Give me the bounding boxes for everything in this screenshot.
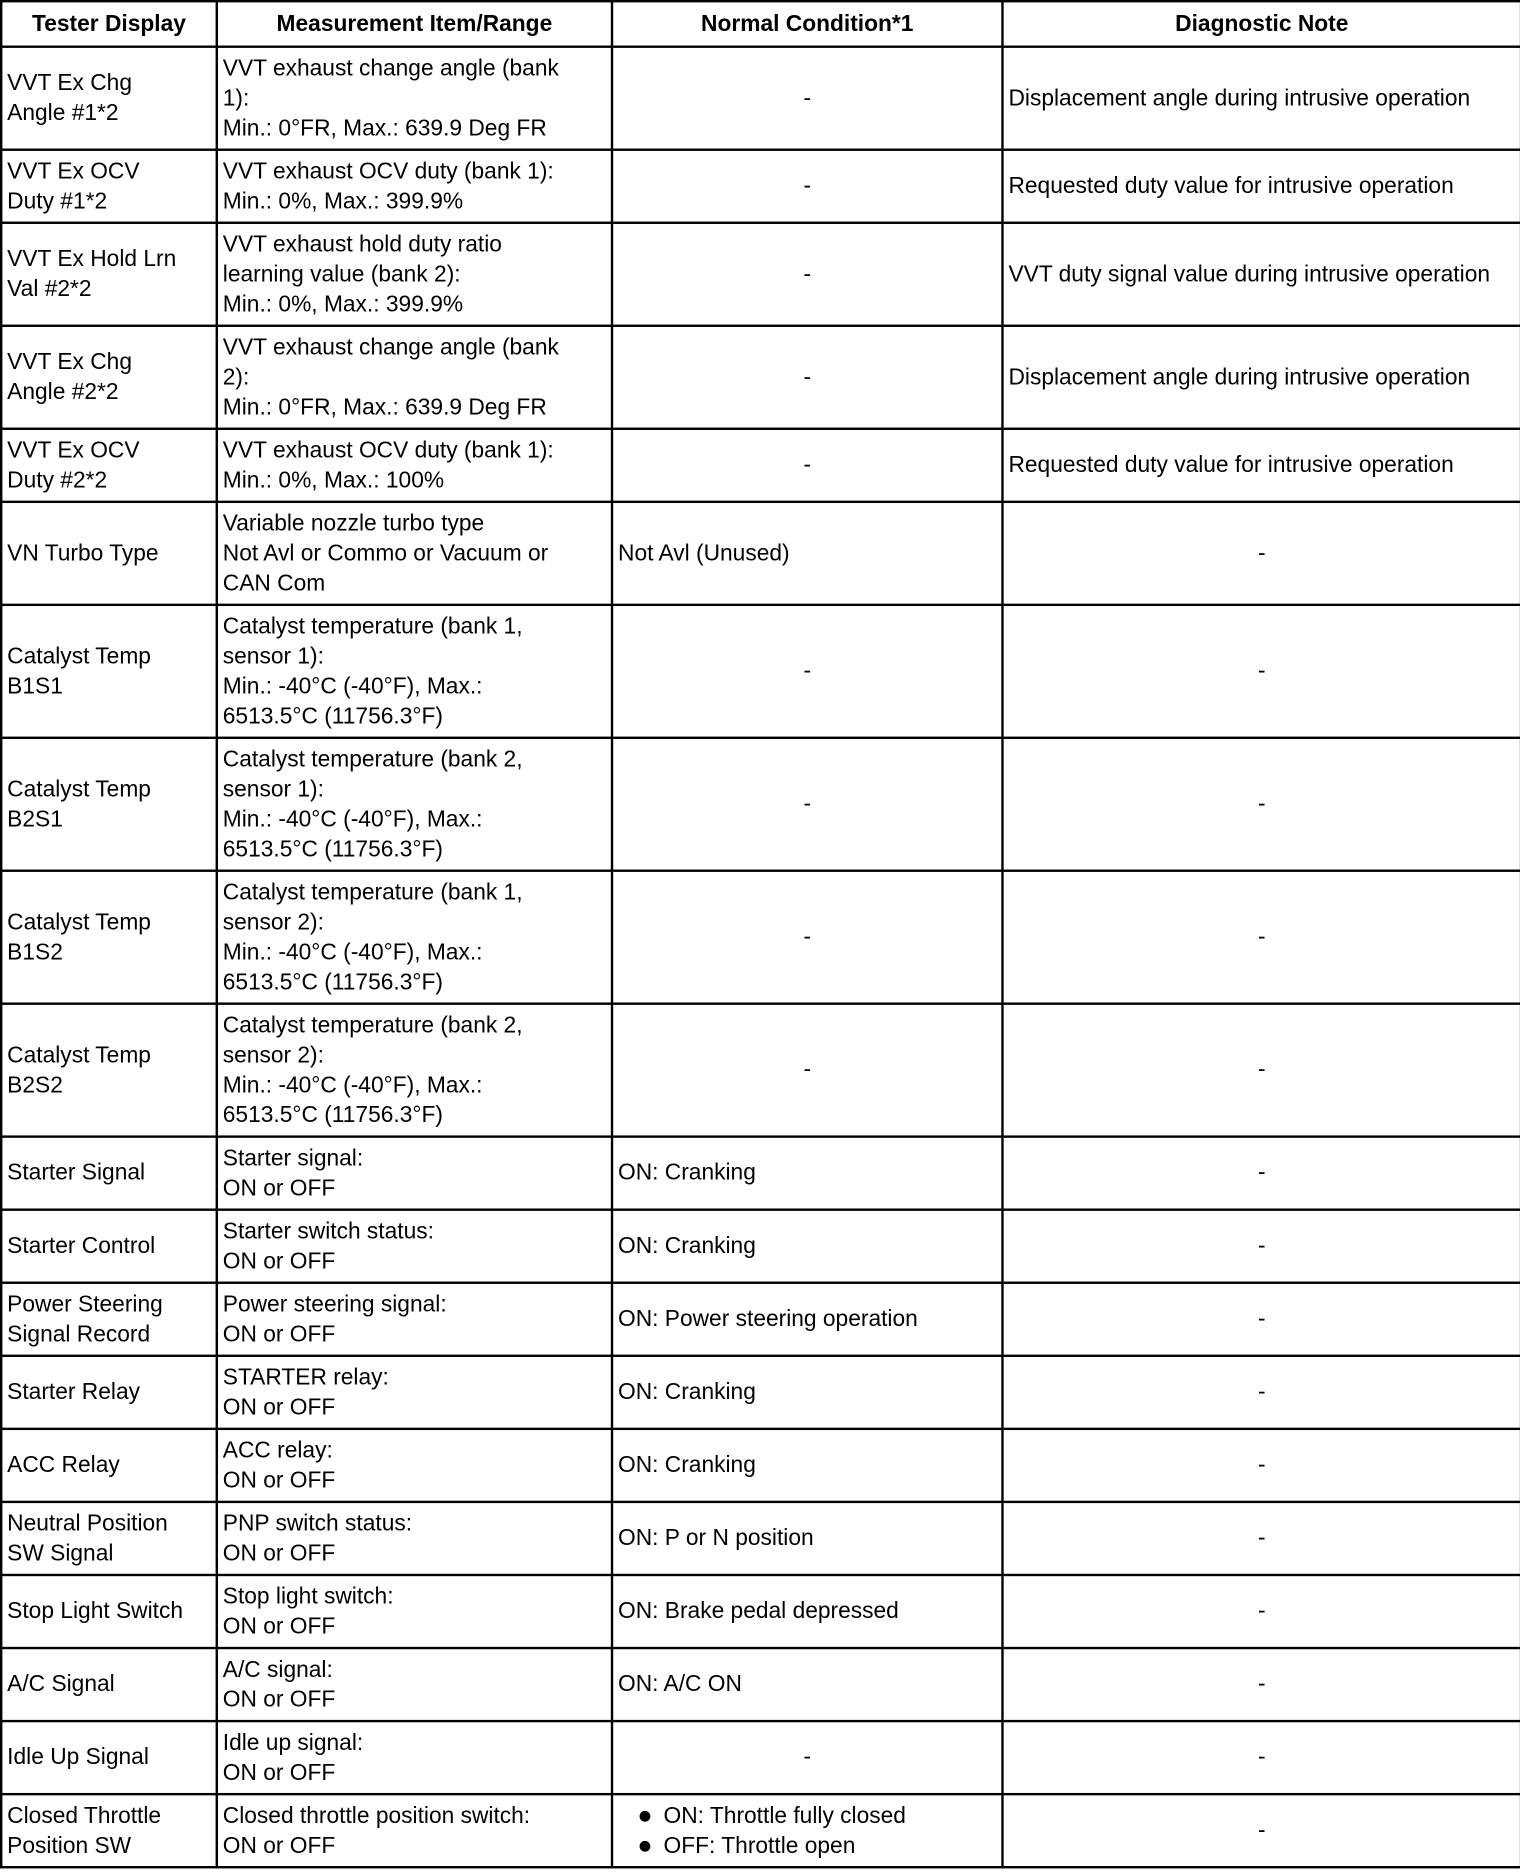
measurement-item-line: sensor 1):: [222, 776, 324, 802]
diagnostic-note-cell: -: [1002, 1004, 1520, 1137]
tester-display-cell: [1, 1721, 217, 1794]
tester-display-cell: [1, 326, 217, 429]
diagnostic-note-cell: Requested duty value for intrusive operation: [1002, 429, 1520, 502]
measurement-item-cell: [217, 47, 612, 150]
tester-display-line: Power Steering: [7, 1291, 163, 1317]
diagnostic-note-cell: -: [1002, 1429, 1520, 1502]
measurement-item-cell: [217, 1721, 612, 1794]
measurement-item-line: STARTER relay:: [222, 1364, 389, 1390]
measurement-item-line: 1):: [222, 85, 250, 111]
table-row: [1, 1004, 1520, 1137]
measurement-item-cell: [217, 1648, 612, 1721]
header-measurement-item: Measurement Item/Range: [217, 1, 612, 47]
measurement-item-cell: [217, 605, 612, 738]
table-row: [1, 1575, 1520, 1648]
header-tester-display: Tester Display: [1, 1, 217, 47]
tester-display-cell: [1, 429, 217, 502]
diagnostic-note-cell: -: [1002, 1356, 1520, 1429]
tester-display-line: Val #2*2: [7, 276, 92, 302]
diagnostic-note-cell: -: [1002, 1137, 1520, 1210]
measurement-item-line: Variable nozzle turbo type: [222, 510, 485, 536]
table-row: [1, 1721, 1520, 1794]
tester-display-line: Angle #2*2: [7, 379, 119, 405]
normal-condition-cell: -: [612, 871, 1002, 1004]
tester-display-cell: [1, 1283, 217, 1356]
measurement-item-line: Min.: 0°FR, Max.: 639.9 Deg FR: [222, 115, 547, 141]
diagnostic-note-cell: -: [1002, 1721, 1520, 1794]
normal-condition-cell: -: [612, 738, 1002, 871]
measurement-item-line: ON or OFF: [222, 1613, 336, 1640]
table-row: [1, 1794, 1520, 1867]
normal-condition-cell: -: [612, 47, 1002, 150]
measurement-item-line: Min.: -40°C (-40°F), Max.:: [222, 806, 483, 832]
tester-display-line: Idle Up Signal: [7, 1745, 149, 1771]
diagnostic-note-cell: -: [1002, 871, 1520, 1004]
table-body: [1, 47, 1520, 1868]
table-row: [1, 150, 1520, 223]
diagnostic-note-cell: -: [1002, 605, 1520, 738]
diagnostic-note-cell: -: [1002, 1283, 1520, 1356]
measurement-item-line: ON or OFF: [222, 1686, 336, 1713]
measurement-item-line: Min.: 0%, Max.: 399.9%: [222, 291, 464, 317]
tester-display-line: Starter Control: [7, 1233, 156, 1259]
diagnostic-note-cell: -: [1002, 502, 1520, 605]
tester-display-line: Catalyst Temp: [7, 776, 151, 802]
measurement-item-line: Catalyst temperature (bank 1,: [222, 613, 523, 639]
measurement-item-cell: [217, 871, 612, 1004]
tester-display-line: SW Signal: [7, 1540, 114, 1566]
table-row: [1, 1356, 1520, 1429]
normal-condition-cell: [612, 1794, 1002, 1867]
measurement-item-line: Catalyst temperature (bank 1,: [222, 879, 523, 905]
diagnostic-note-cell: VVT duty signal value during intrusive operation: [1002, 223, 1520, 326]
tester-display-line: Position SW: [7, 1833, 132, 1859]
measurement-item-line: Min.: 0°FR, Max.: 639.9 Deg FR: [222, 394, 547, 420]
diagnostic-note-cell: Requested duty value for intrusive operation: [1002, 150, 1520, 223]
measurement-item-line: Min.: 0%, Max.: 399.9%: [222, 188, 464, 214]
tester-display-cell: [1, 223, 217, 326]
diagnostic-note-cell: Displacement angle during intrusive operation: [1002, 47, 1520, 150]
measurement-item-line: Power steering signal:: [222, 1291, 447, 1317]
measurement-item-line: A/C signal:: [222, 1657, 333, 1683]
tester-display-line: Catalyst Temp: [7, 1042, 151, 1068]
tester-display-line: VVT Ex Chg: [7, 70, 132, 96]
header-diagnostic-note: Diagnostic Note: [1002, 1, 1520, 47]
tester-display-cell: [1, 1502, 217, 1575]
measurement-item-cell: [217, 150, 612, 223]
tester-display-line: Starter Relay: [7, 1379, 140, 1405]
tester-display-cell: [1, 1004, 217, 1137]
normal-condition-cell: ON: A/C ON: [612, 1648, 1002, 1721]
measurement-item-line: Min.: -40°C (-40°F), Max.:: [222, 673, 483, 699]
measurement-item-line: Not Avl or Commo or Vacuum or: [222, 540, 549, 566]
measurement-item-cell: [217, 1575, 612, 1648]
normal-condition-cell: -: [612, 605, 1002, 738]
table-row: [1, 429, 1520, 502]
tester-display-line: Catalyst Temp: [7, 643, 151, 669]
measurement-item-line: 6513.5°C (11756.3°F): [222, 703, 443, 729]
normal-condition-list: [618, 1801, 996, 1861]
measurement-item-line: Idle up signal:: [222, 1730, 364, 1756]
table-row: [1, 223, 1520, 326]
table-row: [1, 605, 1520, 738]
tester-display-cell: [1, 1429, 217, 1502]
diagnostic-note-cell: Displacement angle during intrusive operation: [1002, 326, 1520, 429]
measurement-item-line: VVT exhaust change angle (bank: [222, 55, 559, 81]
table-row: [1, 47, 1520, 150]
measurement-item-line: Min.: 0%, Max.: 100%: [222, 467, 445, 493]
normal-condition-cell: -: [612, 429, 1002, 502]
normal-condition-cell: -: [612, 326, 1002, 429]
tester-display-line: Duty #2*2: [7, 467, 108, 493]
table-row: [1, 1137, 1520, 1210]
tester-display-line: VVT Ex Chg: [7, 349, 132, 375]
measurement-item-cell: [217, 738, 612, 871]
measurement-item-cell: [217, 1137, 612, 1210]
tester-display-cell: [1, 1210, 217, 1283]
normal-condition-cell: -: [612, 1004, 1002, 1137]
table-row: [1, 871, 1520, 1004]
measurement-item-line: Catalyst temperature (bank 2,: [222, 746, 523, 772]
tester-display-line: Stop Light Switch: [7, 1598, 184, 1625]
tester-display-line: Starter Signal: [7, 1160, 146, 1186]
tester-display-cell: [1, 1794, 217, 1867]
tester-display-cell: [1, 47, 217, 150]
header-row: [1, 1, 1520, 47]
measurement-item-cell: [217, 1004, 612, 1137]
measurement-item-line: VVT exhaust change angle (bank: [222, 334, 559, 360]
measurement-item-cell: [217, 429, 612, 502]
table-row: [1, 1502, 1520, 1575]
measurement-item-line: Starter switch status:: [222, 1218, 434, 1244]
tester-display-cell: [1, 1648, 217, 1721]
tester-display-line: Closed Throttle: [7, 1803, 162, 1829]
measurement-item-line: ACC relay:: [222, 1437, 333, 1463]
measurement-item-line: sensor 2):: [222, 1042, 324, 1068]
normal-condition-cell: ON: Cranking: [612, 1429, 1002, 1502]
tester-display-line: A/C Signal: [7, 1671, 115, 1698]
measurement-item-line: 6513.5°C (11756.3°F): [222, 836, 443, 862]
measurement-item-line: VVT exhaust hold duty ratio: [222, 231, 502, 257]
table-row: [1, 1648, 1520, 1721]
measurement-item-cell: [217, 1283, 612, 1356]
normal-condition-cell: Not Avl (Unused): [612, 502, 1002, 605]
tester-display-line: Signal Record: [7, 1321, 151, 1347]
measurement-item-line: sensor 1):: [222, 643, 324, 669]
measurement-item-cell: [217, 1356, 612, 1429]
tester-display-line: B1S1: [7, 673, 63, 699]
tester-display-cell: [1, 150, 217, 223]
measurement-item-line: ON or OFF: [222, 1175, 336, 1201]
diagnostic-note-cell: -: [1002, 1794, 1520, 1867]
tester-display-line: VVT Ex OCV: [7, 437, 140, 463]
tester-display-line: B1S2: [7, 939, 63, 965]
normal-condition-cell: ON: Power steering operation: [612, 1283, 1002, 1356]
measurement-item-line: 2):: [222, 364, 250, 390]
diagnostic-note-cell: -: [1002, 1648, 1520, 1721]
measurement-item-cell: [217, 502, 612, 605]
diagnostic-note-cell: -: [1002, 738, 1520, 871]
normal-condition-cell: ON: Cranking: [612, 1356, 1002, 1429]
measurement-item-line: ON or OFF: [222, 1467, 336, 1493]
measurement-item-line: sensor 2):: [222, 909, 324, 935]
measurement-item-line: ON or OFF: [222, 1394, 336, 1420]
tester-display-line: B2S2: [7, 1072, 63, 1098]
tester-display-line: Angle #1*2: [7, 100, 119, 126]
measurement-item-line: VVT exhaust OCV duty (bank 1):: [222, 158, 554, 184]
measurement-item-line: VVT exhaust OCV duty (bank 1):: [222, 437, 554, 463]
tester-display-cell: [1, 1137, 217, 1210]
measurement-item-line: ON or OFF: [222, 1248, 336, 1274]
tester-display-line: B2S1: [7, 806, 63, 832]
tester-display-cell: [1, 605, 217, 738]
normal-condition-cell: ON: Cranking: [612, 1137, 1002, 1210]
tester-display-line: ACC Relay: [7, 1452, 120, 1478]
measurement-item-line: Starter signal:: [222, 1145, 364, 1171]
tester-display-line: VVT Ex OCV: [7, 158, 140, 184]
normal-condition-cell: -: [612, 1721, 1002, 1794]
tester-display-line: Duty #1*2: [7, 188, 108, 214]
measurement-item-line: Min.: -40°C (-40°F), Max.:: [222, 1072, 483, 1098]
measurement-item-cell: [217, 326, 612, 429]
tester-display-cell: [1, 738, 217, 871]
tester-display-cell: [1, 1356, 217, 1429]
header-normal-condition: Normal Condition*1: [612, 1, 1002, 47]
diagnostic-note-cell: -: [1002, 1210, 1520, 1283]
normal-condition-bullet: ON: Throttle fully closed: [640, 1801, 997, 1831]
table-row: [1, 1283, 1520, 1356]
measurement-item-cell: [217, 1429, 612, 1502]
diagnostic-note-cell: -: [1002, 1502, 1520, 1575]
measurement-item-line: PNP switch status:: [222, 1510, 413, 1537]
tester-display-cell: [1, 871, 217, 1004]
normal-condition-cell: ON: Cranking: [612, 1210, 1002, 1283]
measurement-item-cell: [217, 223, 612, 326]
measurement-item-line: ON or OFF: [222, 1760, 336, 1786]
table-row: [1, 326, 1520, 429]
tester-display-line: Neutral Position: [7, 1510, 168, 1537]
measurement-item-line: Catalyst temperature (bank 2,: [222, 1012, 523, 1038]
normal-condition-cell: -: [612, 223, 1002, 326]
measurement-item-line: Stop light switch:: [222, 1583, 394, 1610]
measurement-item-line: CAN Com: [222, 570, 326, 596]
measurement-item-cell: [217, 1502, 612, 1575]
tester-display-line: VVT Ex Hold Lrn: [7, 246, 177, 272]
measurement-item-cell: [217, 1794, 612, 1867]
normal-condition-cell: ON: P or N position: [612, 1502, 1002, 1575]
diagnostic-note-cell: -: [1002, 1575, 1520, 1648]
tester-display-line: Catalyst Temp: [7, 909, 151, 935]
tester-display-line: VN Turbo Type: [7, 540, 159, 566]
measurement-item-line: 6513.5°C (11756.3°F): [222, 1102, 443, 1128]
table-row: [1, 1429, 1520, 1502]
measurement-item-cell: [217, 1210, 612, 1283]
measurement-item-line: learning value (bank 2):: [222, 261, 461, 287]
normal-condition-bullet: OFF: Throttle open: [640, 1831, 997, 1861]
table-row: [1, 502, 1520, 605]
table-row: [1, 738, 1520, 871]
normal-condition-cell: ON: Brake pedal depressed: [612, 1575, 1002, 1648]
normal-condition-cell: -: [612, 150, 1002, 223]
measurement-item-line: Min.: -40°C (-40°F), Max.:: [222, 939, 483, 965]
tester-display-cell: [1, 502, 217, 605]
measurement-item-line: Closed throttle position switch:: [222, 1803, 531, 1829]
measurement-item-line: 6513.5°C (11756.3°F): [222, 969, 443, 995]
measurement-item-line: ON or OFF: [222, 1321, 336, 1347]
measurement-item-line: ON or OFF: [222, 1540, 336, 1566]
tester-display-cell: [1, 1575, 217, 1648]
table-row: [1, 1210, 1520, 1283]
measurement-item-line: ON or OFF: [222, 1833, 336, 1859]
